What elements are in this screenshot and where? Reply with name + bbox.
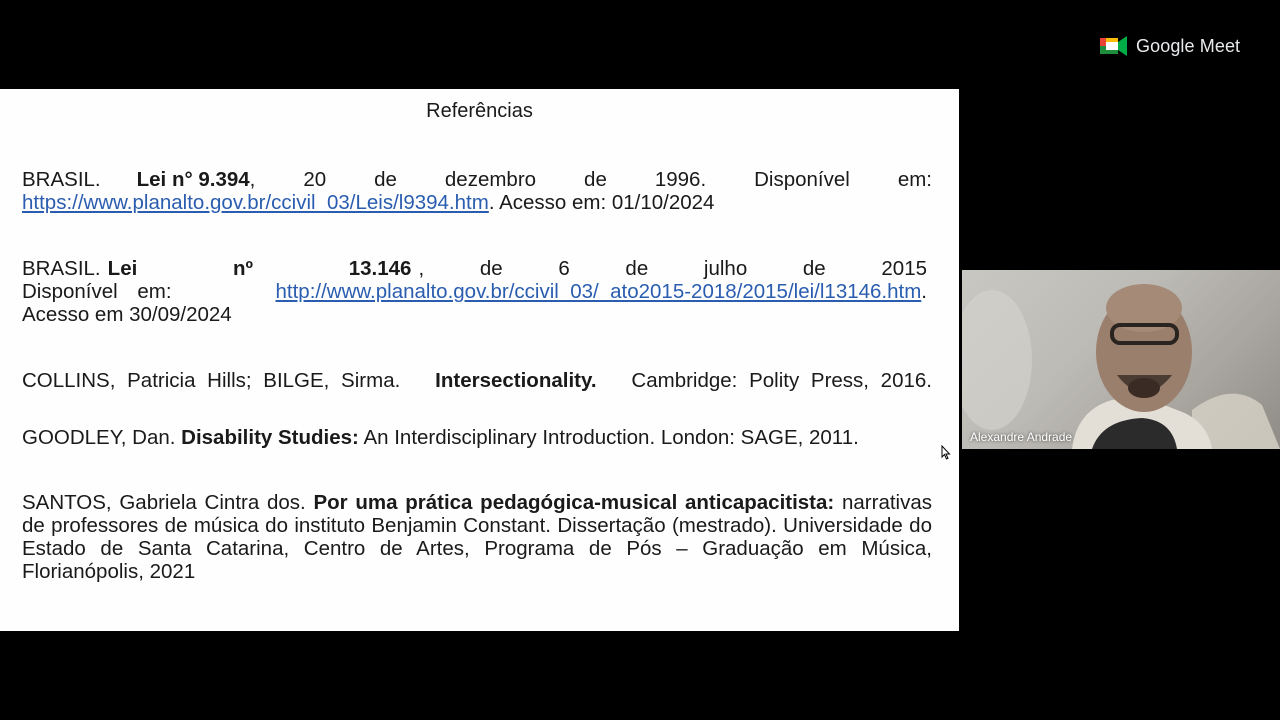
google-meet-logo xyxy=(1100,34,1240,58)
reference-line xyxy=(22,369,932,392)
reference-access: Acesso em 30/09/2024 xyxy=(22,303,232,326)
google-meet-icon xyxy=(1100,34,1128,58)
brand-name: Google Meet xyxy=(1136,35,1241,56)
reference-period: . xyxy=(921,280,927,303)
reference-item xyxy=(22,426,932,449)
reference-author: GOODLEY, Dan. xyxy=(22,426,176,449)
reference-item xyxy=(22,369,932,392)
reference-line xyxy=(22,280,927,303)
mouse-cursor-icon xyxy=(941,445,951,460)
reference-item xyxy=(22,491,932,583)
reference-title: Lei nº 13.146 xyxy=(107,257,412,280)
reference-link[interactable]: https://www.planalto.gov.br/ccivil_03/Leis/l9394.htm xyxy=(22,191,489,214)
presentation-slide xyxy=(0,89,959,631)
reference-title: Lei n° 9.394 xyxy=(136,168,250,191)
reference-author: BRASIL. xyxy=(22,168,101,191)
reference-item xyxy=(22,168,932,214)
reference-link[interactable]: http://www.planalto.gov.br/ccivil_03/_ato2015-2018/2015/lei/l13146.htm xyxy=(275,280,922,303)
reference-details: narrativas de professores de música do instituto Benjamin Constant. Dissertação (mestrado). Universidade do Estado de Santa Catarina, Centro de Artes, Programa de Pós – Graduação em Música, Florianópolis, 2021 xyxy=(22,491,932,583)
reference-line xyxy=(22,257,927,280)
reference-access: . Acesso em: 01/10/2024 xyxy=(488,191,715,214)
reference-details: , de 6 de julho de 2015 xyxy=(418,257,927,280)
slide-title: Referências xyxy=(426,100,533,122)
reference-title: Por uma prática pedagógica-musical anticapacitista: xyxy=(313,491,835,514)
reference-item xyxy=(22,257,927,326)
reference-title: Intersectionality. xyxy=(435,369,597,392)
participant-video-frame xyxy=(962,270,1280,449)
reference-prefix: Disponível em: xyxy=(22,280,172,303)
reference-line xyxy=(22,168,932,191)
reference-details: Cambridge: Polity Press, 2016. xyxy=(631,369,932,392)
reference-author: COLLINS, Patricia Hills; BILGE, Sirma. xyxy=(22,369,401,392)
reference-author: SANTOS, Gabriela Cintra dos. xyxy=(22,491,306,514)
reference-details: , 20 de dezembro de 1996. Disponível em: xyxy=(249,168,932,191)
reference-details: An Interdisciplinary Introduction. London: SAGE, 2011. xyxy=(363,426,859,449)
reference-author: BRASIL. xyxy=(22,257,101,280)
reference-title: Disability Studies: xyxy=(181,426,359,449)
participant-video-tile[interactable] xyxy=(962,270,1280,449)
participant-name: Alexandre Andrade xyxy=(970,430,1073,444)
